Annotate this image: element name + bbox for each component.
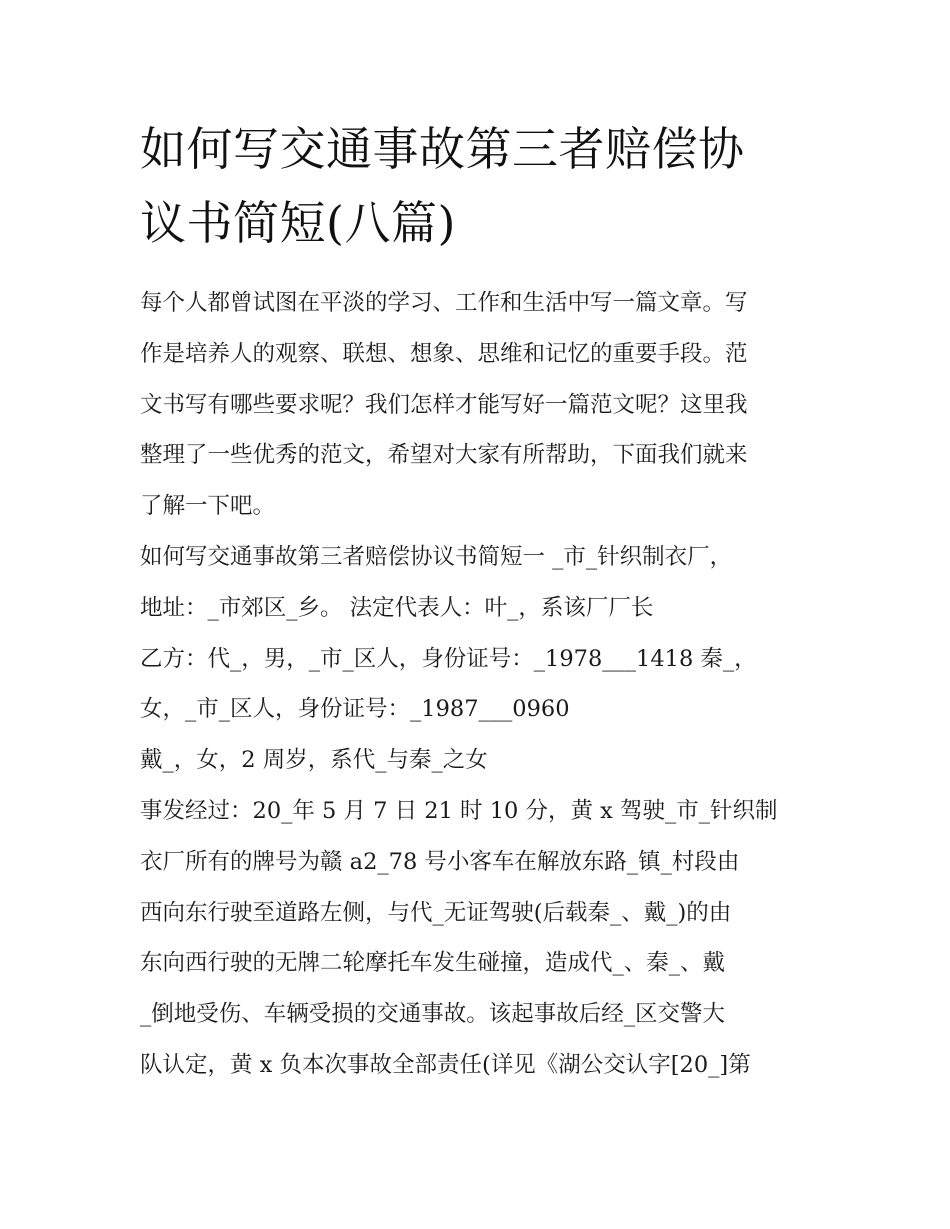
document-title [140, 112, 820, 260]
body-line: 地址：_市郊区_乡。 法定代表人：叶_，系该厂厂长 [140, 594, 654, 621]
body-line: 作是培养人的观察、联想、想象、思维和记忆的重要手段。范 [140, 340, 748, 367]
body-line: 事发经过：20_年 5 月 7 日 21 时 10 分，黄 x 驾驶_市_针织制 [140, 797, 778, 824]
body-line: _倒地受伤、车辆受损的交通事故。该起事故后经_区交警大 [140, 1001, 726, 1028]
body-line: 衣厂所有的牌号为赣 a2_78 号小客车在解放东路_镇_村段由 [140, 848, 740, 875]
body-line: 乙方：代_，男，_市_区人，身份证号：_1978___1418 秦_， [140, 645, 757, 672]
body-line: 每个人都曾试图在平淡的学习、工作和生活中写一篇文章。写 [140, 290, 748, 316]
body-line: 了解一下吧。 [140, 493, 276, 520]
body-line: 整理了一些优秀的范文，希望对大家有所帮助，下面我们就来 [140, 442, 748, 469]
body-line: 戴_，女，2 周岁，系代_与秦_之女 [140, 747, 488, 774]
body-line: 女，_市_区人，身份证号：_1987___0960 [140, 696, 570, 723]
document-body [140, 278, 818, 1091]
title-line: 如何写交通事故第三者赔偿协 [140, 122, 745, 176]
body-line: 西向东行驶至道路左侧，与代_无证驾驶(后载秦_、戴_)的由 [140, 899, 732, 926]
body-line: 东向西行驶的无牌二轮摩托车发生碰撞，造成代_、秦_、戴 [140, 950, 726, 977]
body-line: 队认定，黄 x 负本次事故全部责任(详见《湖公交认字[20_]第 [140, 1051, 751, 1078]
body-line: 如何写交通事故第三者赔偿协议书简短一 _市_针织制衣厂， [140, 543, 733, 570]
title-line: 议书简短(八篇) [140, 196, 456, 250]
body-line: 文书写有哪些要求呢？我们怎样才能写好一篇范文呢？这里我 [140, 391, 748, 418]
